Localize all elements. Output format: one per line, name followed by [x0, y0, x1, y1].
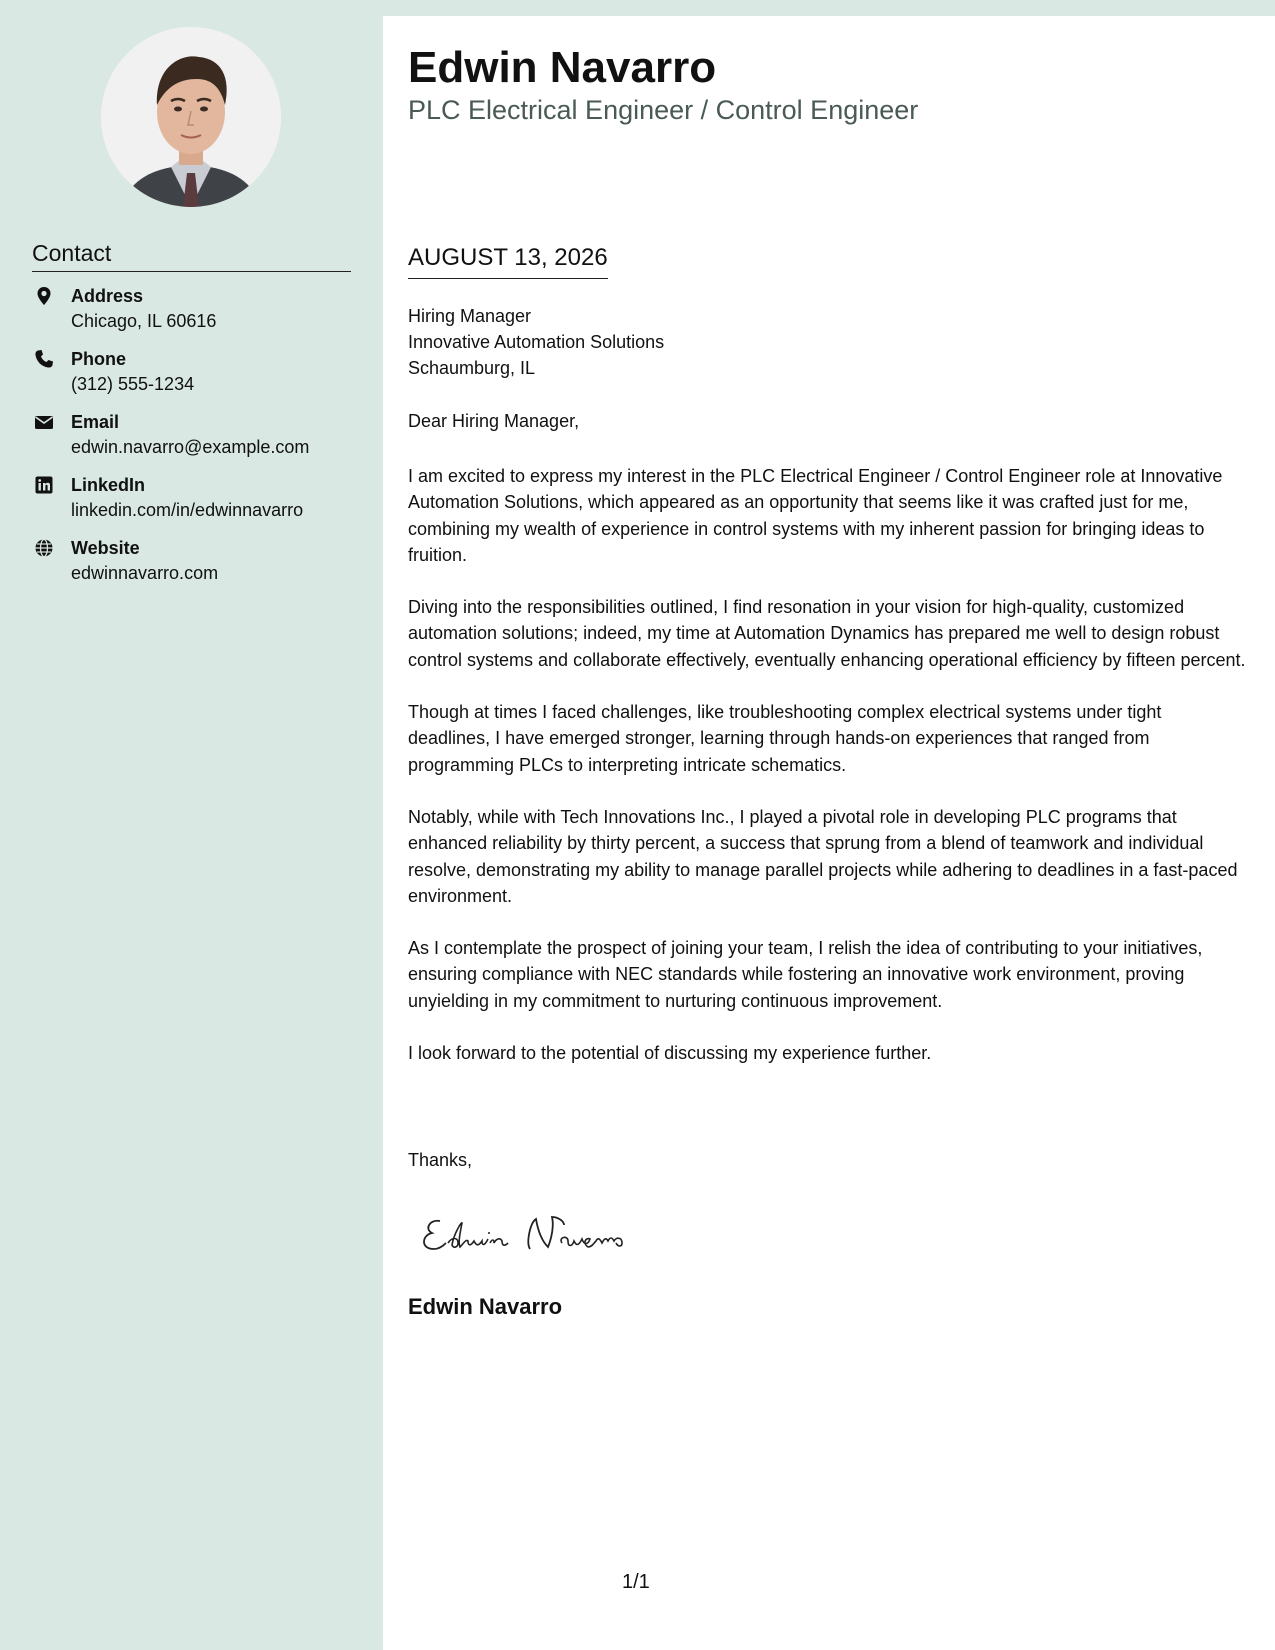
contact-value[interactable]: linkedin.com/in/edwinnavarro: [71, 500, 304, 520]
salutation: Dear Hiring Manager,: [408, 411, 580, 431]
contact-value: (312) 555-1234: [71, 374, 195, 394]
signer-name: Edwin Navarro: [408, 1294, 563, 1319]
body-paragraph: I look forward to the potential of discussing my experience further.: [408, 1043, 932, 1064]
letter-date: AUGUST 13, 2026: [408, 244, 608, 279]
recipient-line: Innovative Automation Solutions: [408, 332, 665, 352]
applicant-name: Edwin Navarro: [408, 43, 717, 92]
contact-phone: [32, 347, 362, 410]
recipient-line: Hiring Manager: [408, 306, 532, 326]
handwritten-signature: [418, 1203, 678, 1263]
page-number: 1/1: [622, 1571, 650, 1593]
globe-icon: [34, 538, 54, 558]
contact-website: [32, 536, 362, 599]
body-paragraph: Diving into the responsibilities outlined, I find resonation in your vision for high-quality, customized automation solutions; indeed, my time at Automation Dynamics has prepared me well to design robust control systems and collaborate effectively, eventually enhancing operational efficiency by fifteen percent.: [408, 597, 1246, 670]
job-title: PLC Electrical Engineer / Control Engineer: [408, 95, 919, 125]
letter-body: [408, 463, 1248, 1092]
contact-heading: Contact: [32, 240, 351, 272]
body-paragraph: Notably, while with Tech Innovations Inc., I played a pivotal role in developing PLC programs that enhanced reliability by thirty percent, a success that sprung from a blend of teamwork and individual resolve, demonstrating my ability to manage parallel projects while adhering to deadlines in a fast-paced environment.: [408, 806, 1238, 906]
phone-icon: [34, 349, 54, 369]
contact-value[interactable]: edwinnavarro.com: [71, 563, 219, 583]
envelope-icon: [34, 412, 54, 432]
contact-label: Email: [71, 412, 120, 432]
body-paragraph: I am excited to express my interest in the PLC Electrical Engineer / Control Engineer role at Innovative Automation Solutions, which appeared as an opportunity that seems like it was crafted just for me, combining my wealth of experience in control systems with my inherent passion for bringing ideas to fruition.: [408, 466, 1223, 565]
contact-address: [32, 284, 362, 347]
contact-email: [32, 410, 362, 473]
location-pin-icon: [34, 286, 54, 306]
contact-label: LinkedIn: [71, 475, 146, 495]
contact-linkedin: [32, 473, 362, 536]
closing: Thanks,: [408, 1150, 473, 1170]
recipient-line: Schaumburg, IL: [408, 358, 536, 378]
linkedin-icon: [34, 475, 54, 495]
body-paragraph: As I contemplate the prospect of joining your team, I relish the idea of contributing to your initiatives, ensuring compliance with NEC standards while fostering an innovative work environment, proving unyielding in my commitment to nurturing continuous improvement.: [408, 938, 1203, 1011]
contact-value[interactable]: edwin.navarro@example.com: [71, 437, 310, 457]
body-paragraph: Though at times I faced challenges, like troubleshooting complex electrical systems under tight deadlines, I have emerged stronger, learning through hands-on experiences that ranged from programming PLCs to interpreting intricate schematics.: [408, 702, 1162, 775]
contact-label: Address: [71, 286, 144, 306]
profile-photo: [101, 27, 281, 207]
contact-list: [32, 284, 362, 599]
recipient-block: [408, 303, 664, 381]
contact-label: Website: [71, 538, 140, 558]
contact-label: Phone: [71, 349, 127, 369]
contact-value: Chicago, IL 60616: [71, 311, 217, 331]
top-band: [0, 0, 1275, 16]
